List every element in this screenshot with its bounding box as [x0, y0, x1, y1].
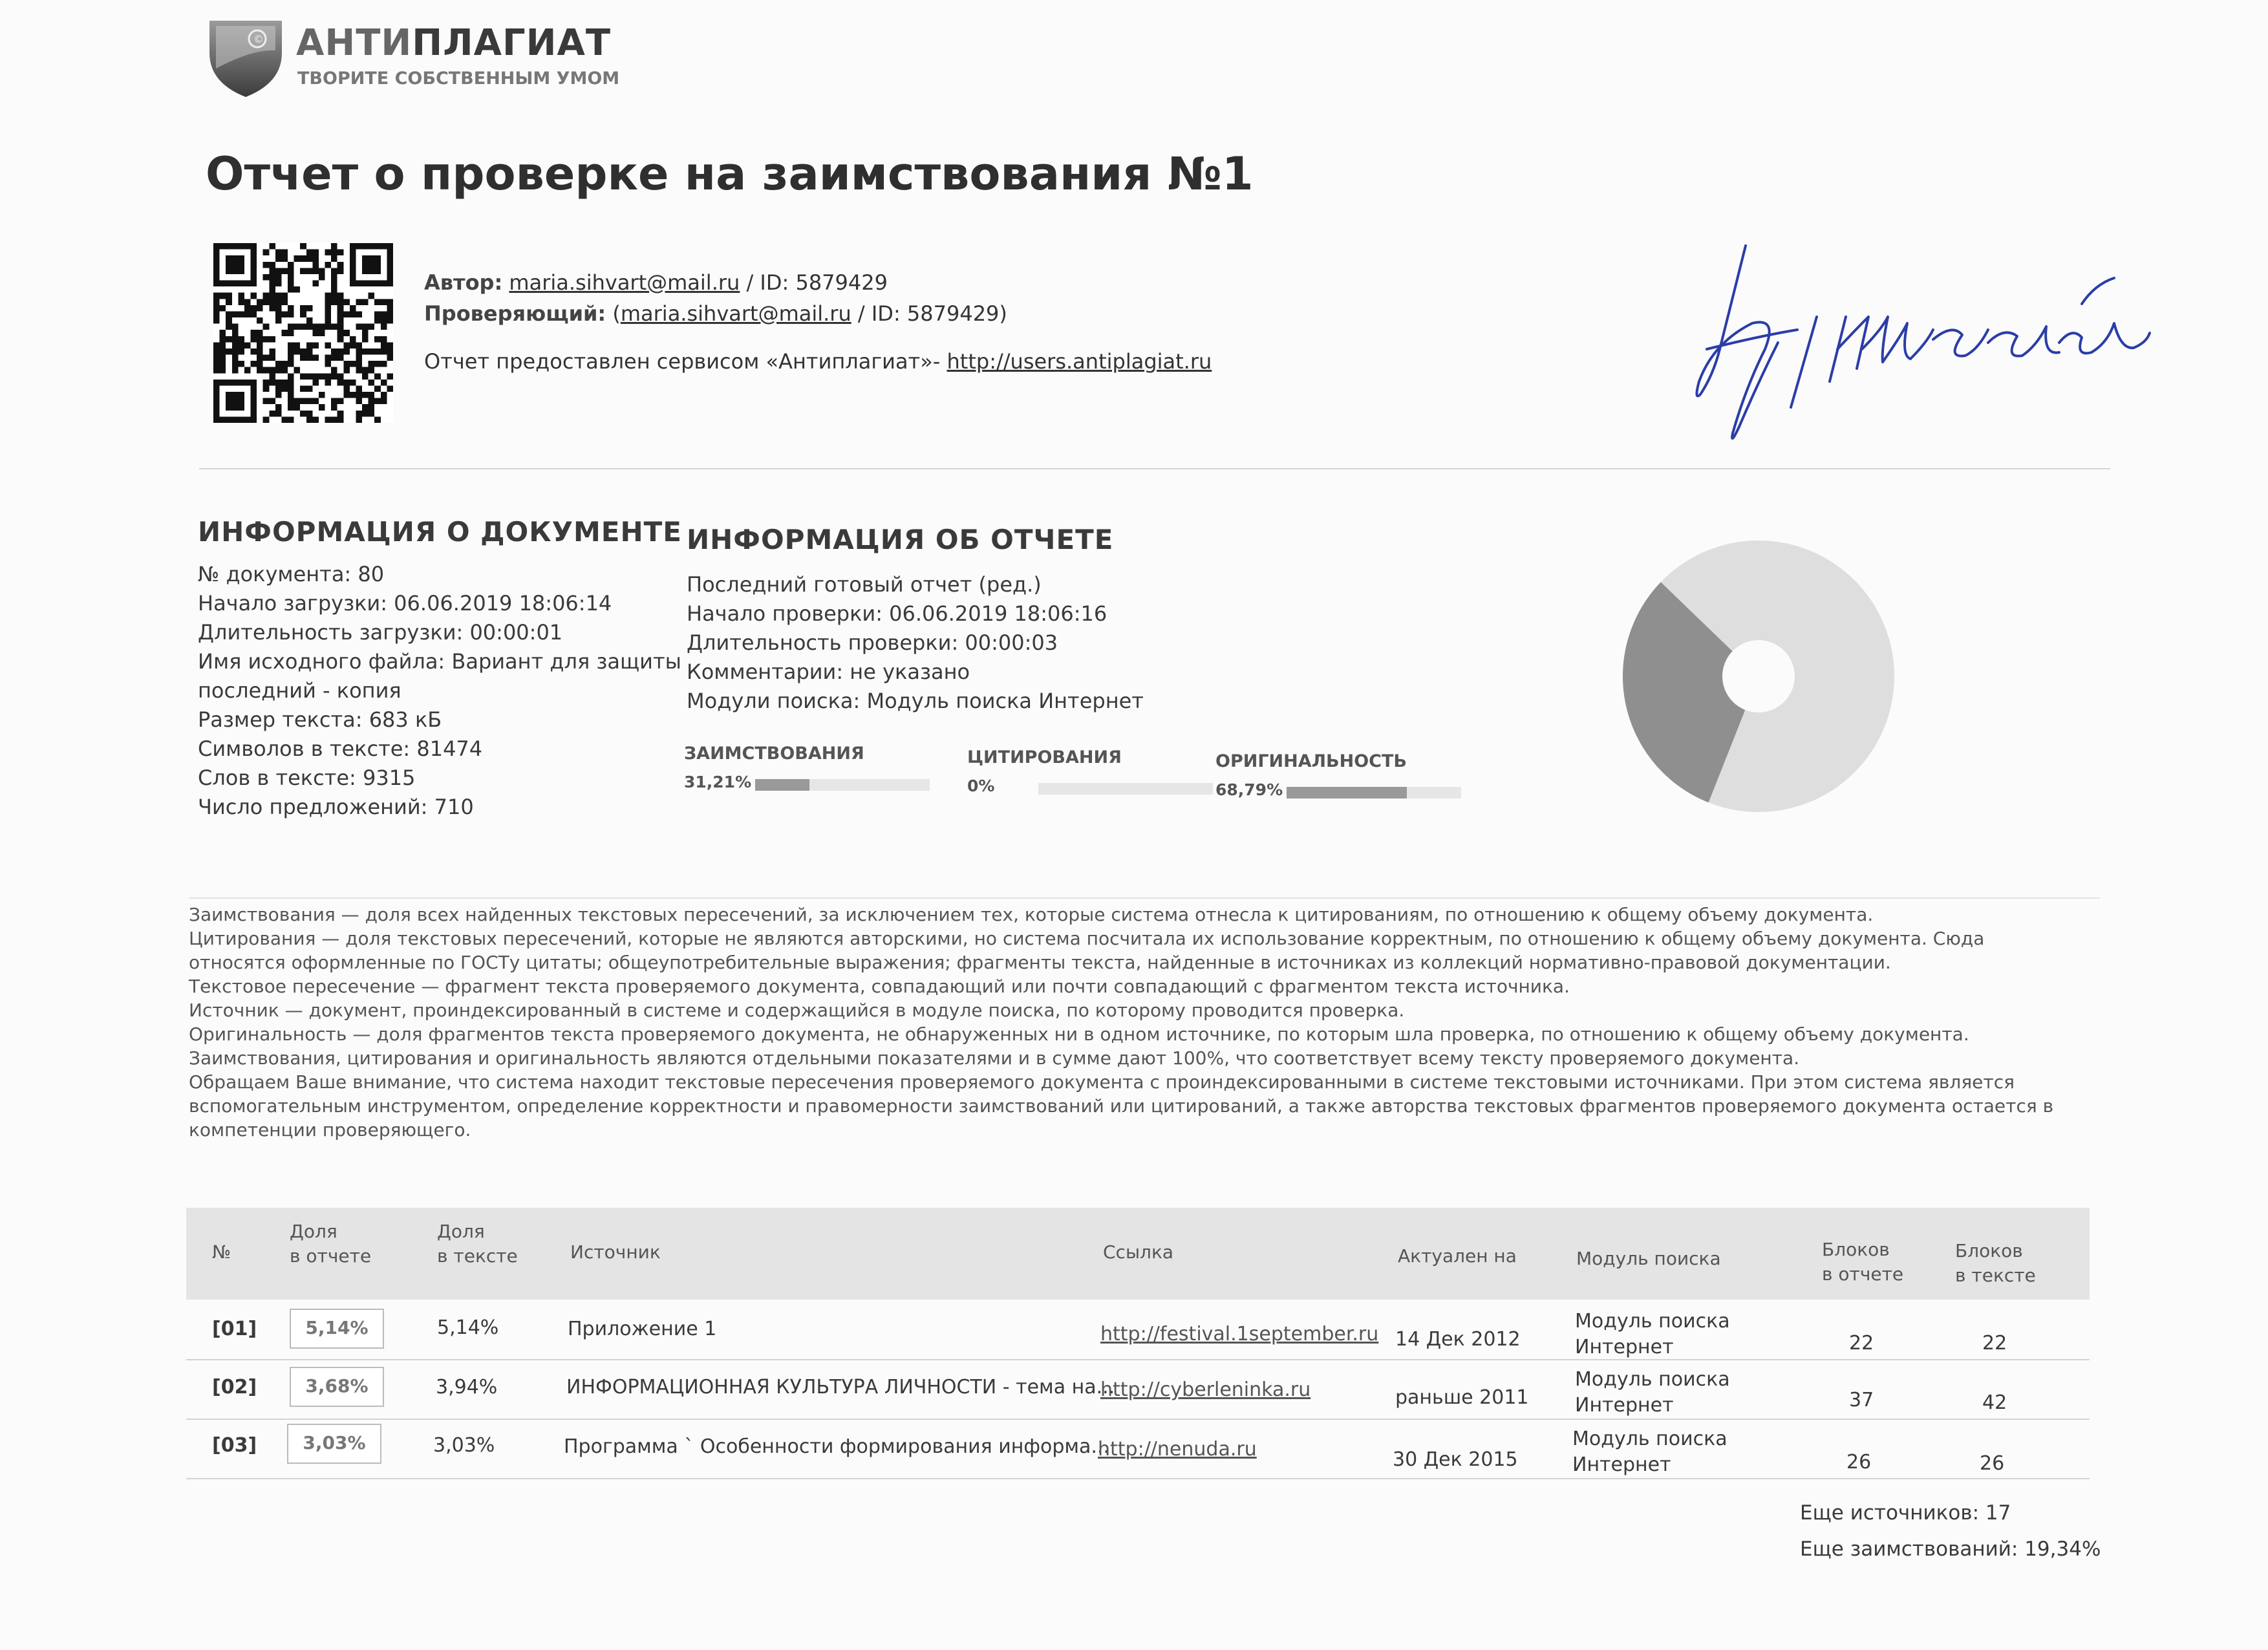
qr-code [213, 243, 393, 423]
row-share-text: 5,14% [437, 1316, 499, 1339]
row-source: Программа ` Особенности формирования информа... [564, 1435, 1109, 1458]
stat-citation [967, 747, 1213, 795]
doc-info-line: последний - копия [198, 678, 401, 703]
divider [199, 468, 2110, 469]
row-num: [02] [212, 1376, 257, 1398]
table-row[interactable] [186, 1300, 2090, 1360]
row-blocks-text: 22 [1982, 1332, 2007, 1355]
handwritten-signature [1668, 220, 2172, 453]
svg-text:©: © [253, 33, 264, 45]
definition-overlap: Текстовое пересечение — фрагмент текста проверяемого документа, совпадающий или почти совпадающий с фрагментом текста источника. [189, 976, 1570, 997]
row-actual: раньше 2011 [1395, 1386, 1529, 1409]
originality-donut-chart [1616, 534, 1901, 819]
author-email-link[interactable]: maria.sihvart@mail.ru [509, 270, 740, 295]
header-num: № [212, 1241, 231, 1263]
stat-originality-label: ОРИГИНАЛЬНОСТЬ [1215, 751, 1407, 771]
stat-borrowing-label: ЗАИМСТВОВАНИЯ [684, 744, 864, 764]
definition-source: Источник — документ, проиндексированный в системе и содержащийся в модуле поиска, по которому проводится проверка. [189, 1000, 1405, 1021]
row-blocks-text: 42 [1982, 1391, 2007, 1414]
reviewer-line: Проверяющий: (maria.sihvart@mail.ru / ID: 5879429) [424, 301, 1007, 326]
more-borrowings: Еще заимствований: 19,34% [1800, 1538, 2101, 1561]
donut-hole [1722, 640, 1795, 712]
stat-borrowing-bar [755, 779, 930, 791]
definitions-text [189, 903, 2077, 1142]
stat-originality-value: 68,79% [1215, 780, 1283, 799]
row-module: Модуль поиска Интернет [1572, 1428, 1728, 1476]
table-row[interactable] [186, 1359, 2090, 1420]
more-sources: Еще источников: 17 [1800, 1501, 2011, 1525]
report-info-line: Модули поиска: Модуль поиска Интернет [687, 689, 1144, 713]
doc-info-line: № документа: 80 [198, 562, 385, 586]
author-line: Автор: maria.sihvart@mail.ru / ID: 5879429 [424, 270, 888, 295]
divider [189, 897, 2100, 899]
row-link[interactable]: http://festival.1september.ru [1100, 1323, 1379, 1345]
stat-borrowing-value: 31,21% [684, 773, 752, 791]
doc-info-line: Начало загрузки: 06.06.2019 18:06:14 [198, 591, 612, 616]
report-info-line: Последний готовый отчет (ред.) [687, 572, 1042, 597]
row-share-report: 5,14% [290, 1309, 384, 1349]
doc-info-line: Число предложений: 710 [198, 795, 474, 819]
logo-tagline: ТВОРИТЕ СОБСТВЕННЫМ УМОМ [297, 69, 620, 89]
row-module: Модуль поиска Интернет [1575, 1368, 1730, 1417]
row-link[interactable]: http://nenuda.ru [1098, 1438, 1257, 1461]
row-share-text: 3,03% [433, 1434, 495, 1457]
row-module: Модуль поиска Интернет [1575, 1310, 1730, 1358]
service-url-link[interactable]: http://users.antiplagiat.ru [947, 349, 1212, 374]
page-title: Отчет о проверке на заимствования №1 [206, 147, 1254, 200]
doc-info-title: ИНФОРМАЦИЯ О ДОКУМЕНТЕ [198, 516, 682, 548]
row-source: ИНФОРМАЦИОННАЯ КУЛЬТУРА ЛИЧНОСТИ - тема на... [566, 1376, 1115, 1398]
definition-borrowing: Заимствования — доля всех найденных текстовых пересечений, за исключением тех, которые система отнесла к цитированиям, по отношению к общему объему документа. [189, 904, 1874, 925]
doc-info-list [198, 560, 681, 822]
logo-brand: АНТИПЛАГИАТ [296, 22, 612, 64]
doc-info-line: Имя исходного файла: Вариант для защиты [198, 649, 681, 674]
table-row[interactable] [186, 1419, 2090, 1479]
row-actual: 30 Дек 2015 [1393, 1448, 1518, 1471]
row-blocks-report: 26 [1846, 1451, 1872, 1473]
row-blocks-report: 22 [1849, 1332, 1874, 1355]
stat-citation-value: 0% [967, 777, 995, 795]
row-share-report: 3,68% [290, 1367, 384, 1407]
row-share-text: 3,94% [436, 1376, 498, 1398]
report-info-title: ИНФОРМАЦИЯ ОБ ОТЧЕТЕ [687, 524, 1114, 555]
stat-citation-label: ЦИТИРОВАНИЯ [967, 747, 1122, 767]
row-actual: 14 Дек 2012 [1395, 1328, 1521, 1351]
stat-citation-bar [1038, 783, 1213, 795]
row-num: [01] [212, 1318, 257, 1340]
stat-originality [1215, 751, 1461, 799]
row-blocks-text: 26 [1980, 1452, 2005, 1475]
doc-info-line: Слов в тексте: 9315 [198, 766, 416, 790]
shield-logo-icon [207, 18, 284, 98]
doc-info-line: Длительность загрузки: 00:00:01 [198, 620, 563, 645]
antiplagiat-logo [207, 18, 620, 102]
header-share-text: Доля в тексте [437, 1221, 518, 1267]
row-blocks-report: 37 [1849, 1389, 1874, 1411]
table-header [186, 1208, 2090, 1300]
definition-citation: Цитирования — доля текстовых пересечений, которые не являются авторскими, но система посчитала их использование корректным, по отношению к общему объему документа. Сюда относятся оформленные по ГОСТу цитаты; общеупотребительные выражения; фрагменты текста, найденные в источниках из коллекций нормативно-правовой документации. [189, 928, 1985, 973]
report-info-line: Начало проверки: 06.06.2019 18:06:16 [687, 601, 1107, 626]
report-info-line: Комментарии: не указано [687, 659, 970, 684]
row-link[interactable]: http://cyberleninka.ru [1100, 1378, 1311, 1401]
row-share-report: 3,03% [287, 1424, 381, 1464]
header-module: Модуль поиска [1576, 1248, 1721, 1269]
row-source: Приложение 1 [568, 1318, 717, 1340]
service-line: Отчет предоставлен сервисом «Антиплагиат»- http://users.antiplagiat.ru [424, 349, 1212, 374]
header-actual: Актуален на [1398, 1245, 1517, 1267]
definition-originality: Оригинальность — доля фрагментов текста проверяемого документа, не обнаруженных ни в одном источнике, по которым шла проверка, по отношению к общему объему документа. [189, 1023, 1969, 1045]
row-num: [03] [212, 1434, 257, 1457]
definition-notice: Обращаем Ваше внимание, что система находит текстовые пересечения проверяемого документа с проиндексированными в системе текстовыми источниками. При этом система является вспомогательным инструментом, определение корректности и правомерности заимствований или цитирований, а также авторства текстовых фрагментов проверяемого документа остается в компетенции проверяющего. [189, 1071, 2054, 1141]
doc-info-line: Размер текста: 683 кБ [198, 707, 442, 732]
report-info-list [687, 570, 1144, 716]
reviewer-email-link[interactable]: maria.sihvart@mail.ru [620, 301, 851, 326]
definition-sum: Заимствования, цитирования и оригинальность являются отдельными показателями и в сумме дают 100%, что соответствует всему тексту проверяемого документа. [189, 1047, 1800, 1069]
stat-borrowing [684, 744, 930, 791]
stat-originality-bar [1287, 787, 1461, 798]
header-link: Ссылка [1103, 1241, 1174, 1263]
header-blocks-report: Блоков в отчете [1822, 1239, 1904, 1285]
header-share-report: Доля в отчете [290, 1221, 372, 1267]
header-source: Источник [570, 1241, 661, 1263]
header-blocks-text: Блоков в тексте [1955, 1240, 2036, 1286]
doc-info-line: Символов в тексте: 81474 [198, 736, 483, 761]
report-info-line: Длительность проверки: 00:00:03 [687, 630, 1058, 655]
